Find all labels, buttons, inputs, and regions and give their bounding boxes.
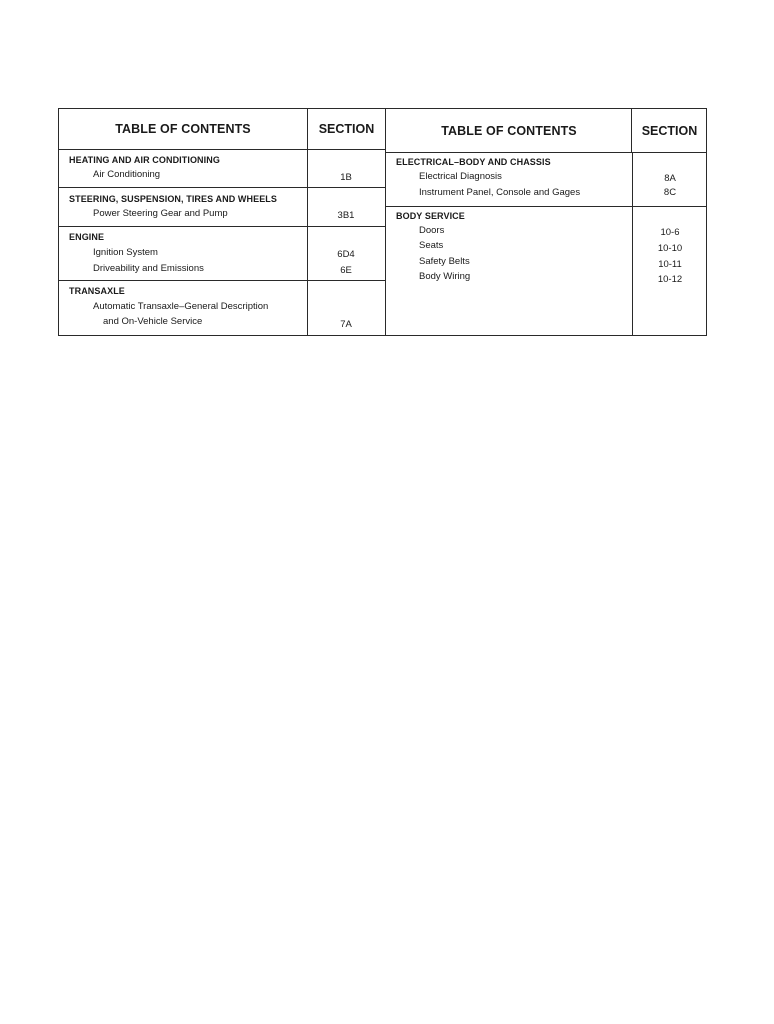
- toc-right-header: [386, 109, 707, 153]
- group-title: BODY SERVICE: [396, 211, 465, 221]
- toc-entry-section: 1B: [340, 172, 352, 183]
- toc-entry-label: Seats: [419, 240, 444, 251]
- table-of-contents: [58, 108, 707, 336]
- toc-group-electrical: [386, 153, 707, 207]
- toc-entry-label: Instrument Panel, Console and Gages: [419, 187, 581, 198]
- toc-group-body-service: [386, 207, 707, 336]
- toc-entry-section: 10-12: [657, 274, 683, 285]
- toc-entry-label: Doors: [419, 225, 445, 236]
- toc-entry-label: Electrical Diagnosis: [419, 171, 502, 182]
- toc-group-transaxle: [59, 281, 385, 336]
- toc-header-section: SECTION: [631, 109, 707, 152]
- toc-entry-label: Automatic Transaxle–General Description: [93, 301, 269, 312]
- toc-left-half: [59, 109, 385, 335]
- toc-entry-section: 6D4: [337, 249, 355, 260]
- group-title: STEERING, SUSPENSION, TIRES AND WHEELS: [69, 194, 277, 204]
- toc-group-steering: [59, 188, 385, 227]
- toc-entry-section: 10-11: [658, 259, 682, 270]
- group-title: ELECTRICAL–BODY AND CHASSIS: [396, 157, 551, 167]
- group-title: TRANSAXLE: [69, 286, 125, 296]
- toc-entry-section: 8A: [664, 173, 676, 184]
- toc-header-title: TABLE OF CONTENTS: [441, 123, 577, 138]
- toc-entry-label: Body Wiring: [419, 271, 471, 282]
- toc-group-engine: [59, 227, 385, 281]
- toc-entry-label: and On-Vehicle Service: [103, 316, 203, 327]
- toc-header-section: SECTION: [307, 109, 385, 149]
- toc-entry-section: 6E: [340, 265, 352, 276]
- toc-entry-label: Power Steering Gear and Pump: [93, 208, 228, 219]
- group-title: HEATING AND AIR CONDITIONING: [69, 155, 220, 165]
- toc-entry-label: Ignition System: [93, 247, 158, 258]
- toc-header-title: TABLE OF CONTENTS: [115, 122, 251, 136]
- toc-entry-section: 10-6: [660, 227, 680, 238]
- toc-entry-label: Safety Belts: [419, 256, 470, 267]
- toc-left-header: [59, 109, 385, 150]
- toc-entry-label: Air Conditioning: [93, 169, 161, 180]
- group-title: ENGINE: [69, 232, 105, 242]
- toc-entry-section: 10-10: [657, 243, 683, 254]
- toc-entry-section: 3B1: [337, 210, 355, 221]
- toc-right-half: [385, 109, 707, 335]
- toc-entry-section: 8C: [663, 187, 677, 198]
- toc-entry-section: 7A: [340, 319, 352, 330]
- toc-group-heating: [59, 150, 385, 188]
- toc-entry-label: Driveability and Emissions: [93, 263, 204, 274]
